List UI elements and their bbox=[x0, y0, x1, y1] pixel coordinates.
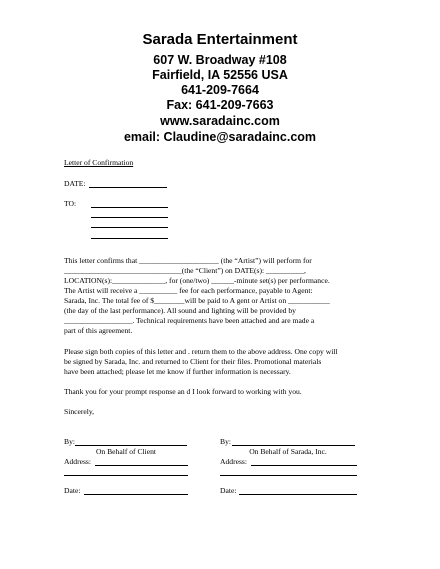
date-field-line[interactable] bbox=[89, 187, 167, 188]
to-field-line-4[interactable] bbox=[91, 238, 168, 239]
company-fax: Fax: 641-209-7663 bbox=[166, 98, 274, 112]
paragraph-1-line-4: The Artist will receive a __________ fee for each performance, payable to Agent: bbox=[64, 286, 313, 295]
sarada-address-line-1[interactable] bbox=[251, 465, 357, 466]
paragraph-3: Thank you for your prompt response an d I look forward to working with you. bbox=[64, 387, 302, 396]
date-label: DATE: bbox=[64, 179, 86, 188]
company-city: Fairfield, IA 52556 USA bbox=[152, 68, 288, 82]
to-field-line-3[interactable] bbox=[91, 227, 168, 228]
client-address-line-1[interactable] bbox=[95, 465, 188, 466]
paragraph-1-line-3: LOCATION(s):______________, for (one/two) ______-minute set(s) per performance. bbox=[64, 276, 330, 285]
client-address-label: Address: bbox=[64, 457, 91, 466]
sarada-address-line-2[interactable] bbox=[220, 475, 357, 476]
company-address: 607 W. Broadway #108 bbox=[153, 53, 287, 67]
closing: Sincerely, bbox=[64, 407, 95, 416]
client-by-label: By: bbox=[64, 437, 75, 446]
paragraph-2-line-2: be signed by Sarada, Inc. and returned to Client for their files. Promotional materials bbox=[64, 357, 322, 366]
sarada-address-label: Address: bbox=[220, 457, 247, 466]
company-website: www.saradainc.com bbox=[160, 114, 280, 128]
company-email: email: Claudine@saradainc.com bbox=[123, 130, 317, 144]
paragraph-1-line-2: _______________________________(the “Client”) on DATE(s): __________, bbox=[64, 266, 306, 275]
client-signature-line[interactable] bbox=[75, 445, 187, 446]
sarada-caption: On Behalf of Sarada, Inc. bbox=[249, 447, 327, 456]
letter-title: Letter of Confirmation bbox=[64, 158, 134, 167]
sarada-signature-line[interactable] bbox=[232, 445, 355, 446]
client-date-line[interactable] bbox=[84, 494, 188, 495]
company-phone: 641-209-7664 bbox=[181, 83, 259, 97]
paragraph-1-line-1: This letter confirms that _____________________ (the “Artist”) will perform for bbox=[64, 256, 312, 265]
paragraph-1-line-7: __________________. Technical requirements have been attached and are made a bbox=[64, 316, 315, 325]
to-label: TO: bbox=[64, 199, 77, 208]
paragraph-1-line-5: Sarada, Inc. The total fee of $________will be paid to A gent or Artist on ___________ bbox=[64, 296, 330, 305]
sarada-by-label: By: bbox=[220, 437, 231, 446]
sarada-date-label: Date: bbox=[220, 486, 237, 495]
to-field-line-2[interactable] bbox=[91, 217, 168, 218]
sarada-date-line[interactable] bbox=[239, 494, 357, 495]
client-caption: On Behalf of Client bbox=[95, 447, 157, 456]
to-field-line-1[interactable] bbox=[91, 207, 168, 208]
company-name: Sarada Entertainment bbox=[142, 31, 298, 48]
paragraph-2-line-3: have been attached; please let me know if further information is necessary. bbox=[64, 367, 291, 376]
paragraph-1-line-6: (the day of the last performance). All sound and lighting will be provided by bbox=[64, 306, 296, 315]
paragraph-1-line-8: part of this agreement. bbox=[64, 326, 133, 335]
paragraph-2-line-1: Please sign both copies of this letter and . return them to the above address. One copy will bbox=[64, 347, 338, 356]
client-address-line-2[interactable] bbox=[64, 475, 188, 476]
client-date-label: Date: bbox=[64, 486, 81, 495]
